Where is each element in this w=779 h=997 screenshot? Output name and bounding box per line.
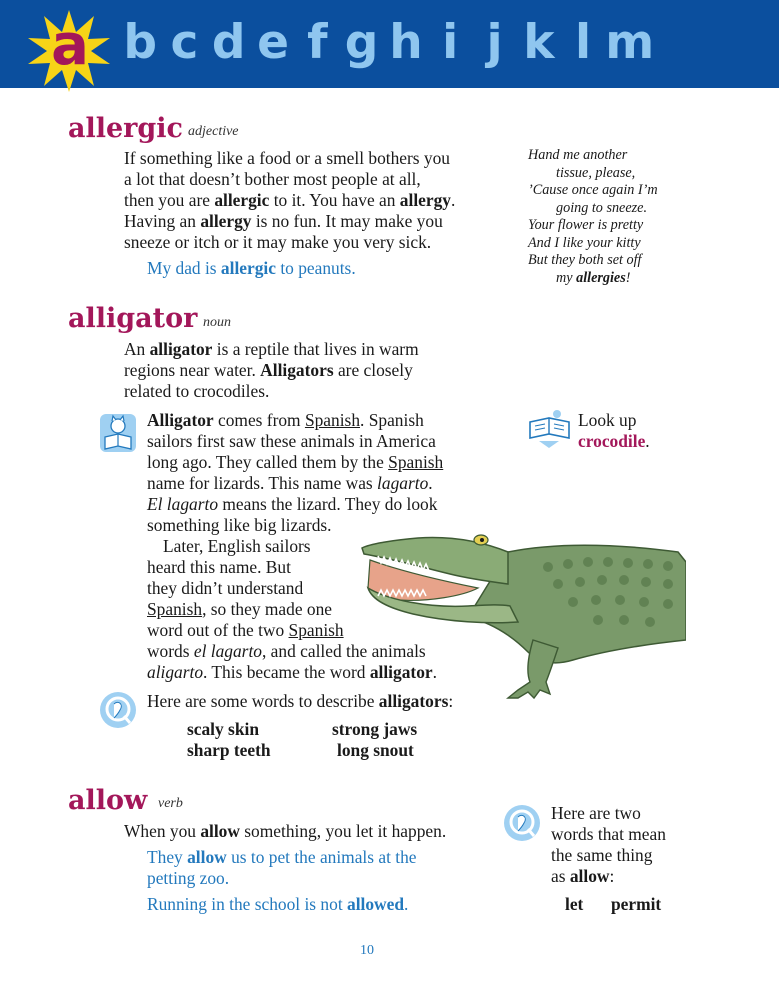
example-allow-1: They allow us to pet the animals at the petting zoo. <box>147 847 417 888</box>
poem-allergies: Hand me another tissue, please, ’Cause once again I’m going to sneeze. Your flower is pretty And I like your kitty But they both set off my allergies! <box>528 147 658 286</box>
example-allow-2: Running in the school is not allowed. <box>147 894 409 914</box>
headword-allow: allow <box>68 785 148 816</box>
letter-d: d <box>211 15 246 70</box>
synonyms-allow: Here are two words that mean the same thing as allow: <box>551 803 666 886</box>
describe-word: long snout <box>337 740 414 760</box>
lookup-crocodile: Look up crocodile. <box>578 410 650 451</box>
letter-f: f <box>307 15 328 70</box>
definition-allow: When you allow something, you let it happen. <box>124 821 447 841</box>
describe-word: strong jaws <box>332 719 418 739</box>
example-allergic: My dad is allergic to peanuts. <box>147 258 356 278</box>
crocodile-link[interactable]: crocodile <box>578 431 646 451</box>
headword-alligator: alligator <box>68 303 198 334</box>
describe-alligators: Here are some words to describe alligators: <box>147 691 454 711</box>
letter-k: k <box>523 15 555 70</box>
synonym-word: let <box>565 894 584 914</box>
letter-e: e <box>257 15 289 70</box>
alphabet-letters <box>118 14 655 72</box>
letter-h: h <box>389 15 423 70</box>
synonym-word: permit <box>611 894 662 914</box>
describe-word: scaly skin <box>187 719 259 739</box>
definition-allergic: If something like a food or a smell bothers you a lot that doesn’t bother most people at all, then you are allergic to it. You have an allergy. Having an allergy is no fun. It may make you sneeze or itch or it may make you very sick. <box>124 148 456 252</box>
question-parrot-icon <box>502 803 542 843</box>
current-letter: a <box>51 13 89 78</box>
letter-l: l <box>575 15 592 70</box>
definition-alligator: An alligator is a reptile that lives in warm regions near water. Alligators are closely related to crocodiles. <box>124 339 419 401</box>
reading-cat-icon <box>99 413 137 453</box>
letter-g: g <box>344 15 379 70</box>
letter-m: m <box>605 15 655 70</box>
page-number: 10 <box>360 943 374 958</box>
headword-allergic: allergic <box>68 113 183 144</box>
letter-i: i <box>442 15 459 70</box>
question-parrot-icon <box>98 690 138 730</box>
letter-c: c <box>170 15 199 70</box>
origin-alligator: Alligator comes from Spanish. Spanish sailors first saw these animals in America long ago. They called them by the Spanish name for lizards. This name was lagarto. El lagarto means the lizard. They do look something like big lizards. Later, English sailors heard this name. But they didn’t understand Spanish, so they made one word out of the two Spanish words el lagarto, and called the animals aligarto. This became the word alligator. <box>147 410 444 682</box>
open-book-icon <box>527 408 573 450</box>
pos-allergic: adjective <box>188 124 239 139</box>
letter-j: j <box>486 15 503 70</box>
alligator-illustration <box>358 522 686 702</box>
letter-b: b <box>123 15 157 70</box>
pos-allow: verb <box>158 796 183 811</box>
describe-word: sharp teeth <box>187 740 271 760</box>
pos-alligator: noun <box>203 315 231 330</box>
